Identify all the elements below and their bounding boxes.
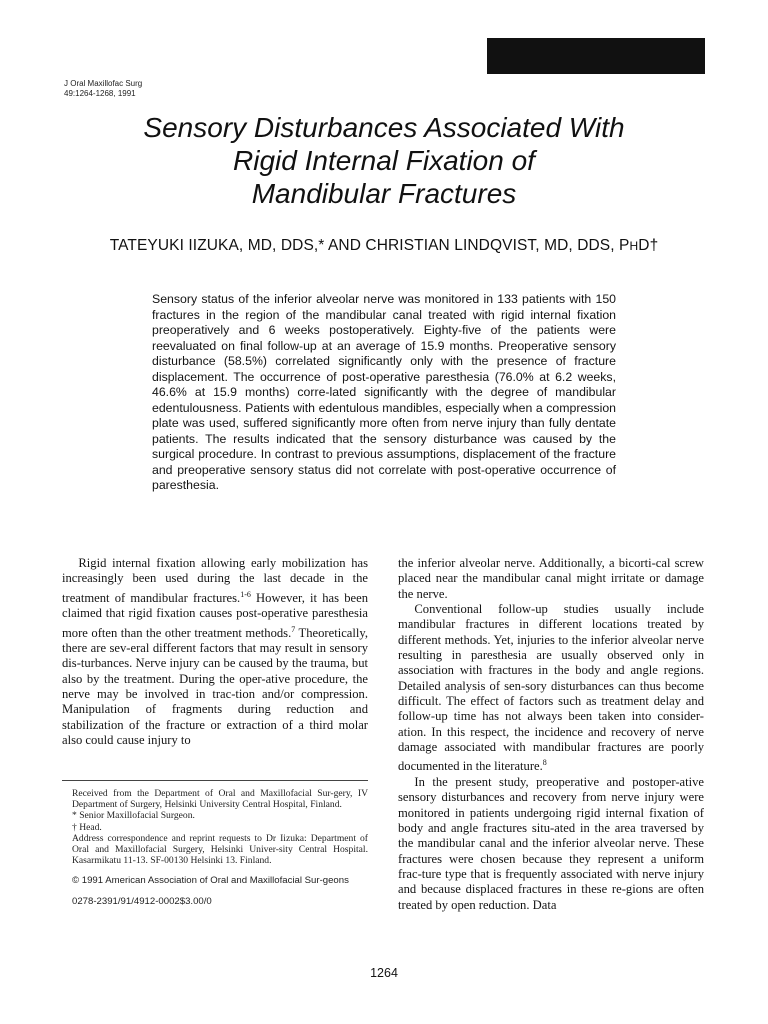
- author-byline: [60, 236, 708, 256]
- article-code: 0278-2391/91/4912-0002$3.00/0: [72, 895, 212, 907]
- footnote-rule: [62, 780, 368, 781]
- body-column-right: [398, 556, 704, 913]
- footnotes: [62, 788, 368, 907]
- author-second-tail: H: [629, 239, 639, 253]
- footnote-head: † Head.: [72, 821, 102, 833]
- author-second: CHRISTIAN LINDQVIST, MD, DDS, P: [365, 237, 630, 254]
- title-line-1: Sensory Disturbances Associated With: [143, 112, 625, 143]
- page-number: 1264: [370, 966, 398, 980]
- header-black-bar: [487, 38, 705, 74]
- copyright-notice: © 1991 American Association of Oral and Maxillofacial Sur-geons: [72, 875, 349, 887]
- author-second-mark: †: [649, 237, 659, 254]
- intro-paragraph-3: In the present study, preoperative and postoper-ative sensory disturbances and recovery from nerve injury were monitored in patients undergoing rigid internal fixation of body and angle fractures situ-ated in the area traversed by the mandibular canal and the inferior alveolar nerve. These fractures were chosen because they represent a uniform frac-ture type that is frequently associated with nerve injury and because displaced fractures in these re-gions are often treated by open reduction. Data: [398, 775, 704, 912]
- author-second-end: D: [638, 237, 650, 254]
- footnote-address: Address correspondence and reprint requests to Dr Iizuka: Department of Oral and Maxillofacial Surgery, Helsinki Univer-sity Central Hospital. Kasarmikatu 11-13. SF-00130 Helsinki 13. Finland.: [72, 832, 368, 867]
- author-first: TATEYUKI IIZUKA, MD, DDS,: [109, 237, 319, 254]
- intro-text-a: Rigid internal fixation allowing early mobilization has increasingly been used during the last decade in the treatment of mandibular fractures.: [62, 556, 368, 605]
- intro-paragraph-1: [62, 556, 368, 749]
- reference-marker: 7: [291, 624, 296, 634]
- intro-p2-text: Conventional follow-up studies usually include mandibular fractures in different locations treated by different methods. Yet, injuries to the inferior alveolar nerve resulting in paresthesia are usually observed only in association with fractures in the body and angle regions. Detailed analysis of sen-sory disturbances can thus become difficult. The effect of factors such as treatment delay and follow-up time has not always been taken into consider-ation. In this respect, the incidence and recovery of nerve damage associated with mandibular fractures are poorly documented in the literature.: [398, 602, 704, 774]
- intro-text-c: Theoretically, there are sev-eral different factors that may result in sensory dis-turbances. Nerve injury can be caused by the trauma, but also by the treatment. During the oper-ative procedure, the nerve may be involved in trac-tion and/or compression. Manipulation of fragments during reduction and stabilization of the fracture or extraction of a third molar also could cause injury to: [62, 625, 368, 748]
- intro-paragraph-2: [398, 602, 704, 775]
- title-line-3: Mandibular Fractures: [251, 178, 517, 209]
- article-title: [60, 111, 708, 210]
- journal-name: J Oral Maxillofac Surg: [64, 79, 143, 88]
- abstract: Sensory status of the inferior alveolar nerve was monitored in 133 patients with 150 fractures in the region of the mandibular canal treated with rigid internal fixation preoperatively and 6 weeks postoperatively. Eighty-five of the patients were reevaluated on final follow-up at an average of 15.9 months. Preoperative sensory disturbance (58.5%) correlated significantly only with the presence of fracture displacement. The occurrence of post-operative paresthesia (76.0% at 6.2 weeks, 46.6% at 15.9 months) corre-lated significantly with the degree of mandibular edentulousness. Patients with edentulous mandibles, especially when a compression plate was used, suffered significantly more often from nerve injury than fully dentate patients. The results indicated that the sensory disturbance was caused by the surgical procedure. In contrast to previous assumptions, displacement of the fracture and preoperative sensory status did not correlate with post-operative occurrence of paresthesia.: [152, 292, 616, 492]
- reference-marker: 1-6: [240, 589, 251, 599]
- footnote-senior: * Senior Maxillofacial Surgeon.: [72, 810, 195, 822]
- intro-paragraph-continued: the inferior alveolar nerve. Additionally, a bicorti-cal screw placed near the mandibular canal might irritate or damage the nerve.: [398, 556, 704, 601]
- intro-text-b: However, it has been claimed that rigid fixation causes post-operative paresthesia more often than the other treatment methods.: [62, 590, 368, 640]
- volume-pages: 49:1264-1268, 1991: [64, 89, 136, 98]
- body-column-left: [62, 556, 368, 749]
- author-first-mark: *: [318, 237, 325, 254]
- title-line-2: Rigid Internal Fixation of: [233, 145, 535, 176]
- author-joiner: AND: [324, 237, 366, 254]
- journal-citation: [64, 79, 142, 99]
- footnote-received: Received from the Department of Oral and Maxillofacial Sur-gery, IV Department of Surgery, Helsinki University Central Hospital, Finland.: [72, 788, 368, 811]
- reference-marker: 8: [542, 758, 547, 768]
